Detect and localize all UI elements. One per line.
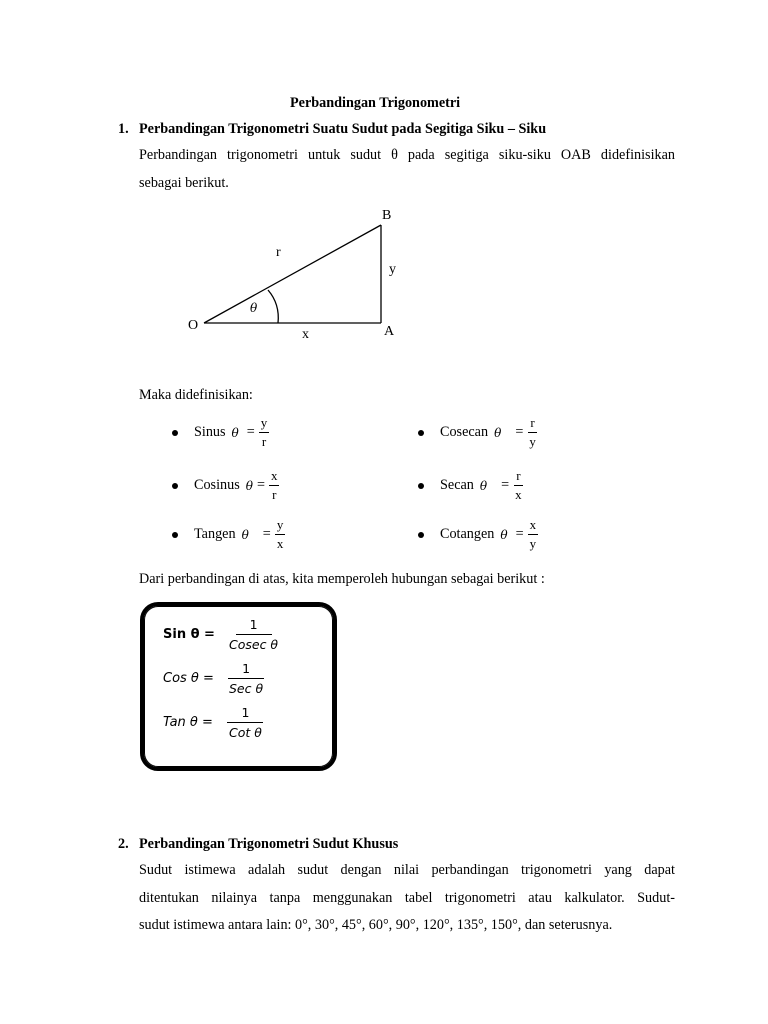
right-triangle-diagram <box>0 0 768 400</box>
equals-sign: = <box>246 424 255 441</box>
denominator: x <box>276 536 284 552</box>
identity-cos <box>163 662 265 696</box>
definition-cosinus <box>172 469 279 503</box>
definition-cosecan <box>418 416 538 450</box>
identity-sin <box>163 618 280 652</box>
fraction <box>528 518 539 552</box>
section-1-heading: Perbandingan Trigonometri Suatu Sudut pada Segitiga Siku – Siku <box>139 121 547 137</box>
theta-symbol: θ <box>500 527 508 542</box>
fraction <box>227 706 264 740</box>
vertex-b-label: B <box>382 208 392 223</box>
denominator: r <box>261 434 267 450</box>
theta-symbol: θ <box>494 425 502 440</box>
side-y-label: y <box>389 262 396 277</box>
relation-intro: Dari perbandingan di atas, kita memperoleh hubungan sebagai berikut : <box>139 571 545 587</box>
denominator: Sec θ <box>229 680 264 696</box>
equals-sign: = <box>256 477 265 494</box>
definition-tangen <box>172 518 285 552</box>
definitions-intro: Maka didefinisikan: <box>139 387 253 403</box>
definition-cotangen <box>418 518 538 552</box>
bullet-icon <box>418 430 424 436</box>
definition-name: Cosecan <box>440 424 489 441</box>
definition-name: Cotangen <box>440 526 495 543</box>
equals-sign: = <box>515 424 524 441</box>
numerator: r <box>528 416 536 433</box>
fraction <box>259 416 270 450</box>
theta-symbol: θ <box>479 478 488 493</box>
equals-sign: = <box>262 526 271 543</box>
vertex-o-label: O <box>188 318 199 333</box>
section-2-paragraph-line-3: sudut istimewa antara lain: 0°, 30°, 45°, 60°, 90°, 120°, 135°, 150°, dan seterusnya. <box>139 917 613 933</box>
equals-sign: = <box>501 477 510 494</box>
identity-tan <box>163 706 264 740</box>
numerator: 1 <box>228 662 264 679</box>
identity-lhs: Cos θ = <box>163 671 214 687</box>
bullet-icon <box>418 532 424 538</box>
bullet-icon <box>172 532 178 538</box>
section-2-paragraph-line-2: ditentukan nilainya tanpa menggunakan tabel trigonometri atau kalkulator. Sudut- <box>139 890 675 906</box>
fraction <box>227 618 280 652</box>
section-2-heading: Perbandingan Trigonometri Sudut Khusus <box>139 836 399 852</box>
page-title: Perbandingan Trigonometri <box>290 95 461 111</box>
numerator: 1 <box>227 706 263 723</box>
section-1-number: 1. <box>118 121 129 137</box>
vertex-a-label: A <box>384 324 395 339</box>
theta-symbol: θ <box>231 425 239 440</box>
definition-sinus <box>172 416 269 450</box>
bullet-icon <box>172 483 178 489</box>
definition-secan <box>418 469 524 503</box>
identity-lhs: Sin θ = <box>163 627 215 643</box>
numerator: 1 <box>236 618 272 635</box>
equals-sign: = <box>515 526 524 543</box>
fraction <box>275 518 286 552</box>
section-2-number: 2. <box>118 836 129 852</box>
denominator: Cot θ <box>229 724 262 740</box>
theta-symbol: θ <box>245 478 253 493</box>
fraction <box>513 469 524 503</box>
numerator: y <box>275 518 286 535</box>
bullet-icon <box>172 430 178 436</box>
section-1-paragraph-line-2: sebagai berikut. <box>139 175 229 191</box>
fraction <box>269 469 280 503</box>
angle-theta-label: θ <box>250 301 258 315</box>
hypotenuse-r <box>204 225 381 323</box>
identity-lhs: Tan θ = <box>163 715 213 731</box>
bullet-icon <box>418 483 424 489</box>
section-2-paragraph-line-1: Sudut istimewa adalah sudut dengan nilai perbandingan trigonometri yang dapat <box>139 862 675 878</box>
side-x-label: x <box>302 327 309 342</box>
denominator: y <box>529 536 537 552</box>
fraction <box>227 662 265 696</box>
section-1-paragraph-line-1: Perbandingan trigonometri untuk sudut θ pada segitiga siku-siku OAB didefinisikan <box>139 147 675 163</box>
definition-name: Tangen <box>194 526 236 543</box>
denominator: r <box>272 487 277 503</box>
definition-name: Secan <box>440 477 474 494</box>
numerator: y <box>259 416 270 433</box>
fraction <box>527 416 538 450</box>
numerator: r <box>514 469 522 486</box>
denominator: y <box>529 434 536 450</box>
numerator: x <box>269 469 280 486</box>
definition-name: Sinus <box>194 424 226 441</box>
angle-arc <box>268 290 278 323</box>
definition-name: Cosinus <box>194 477 240 494</box>
theta-symbol: θ <box>241 527 249 542</box>
numerator: x <box>528 518 539 535</box>
side-r-label: r <box>276 245 281 260</box>
denominator: Cosec θ <box>229 636 279 652</box>
denominator: x <box>515 487 522 503</box>
